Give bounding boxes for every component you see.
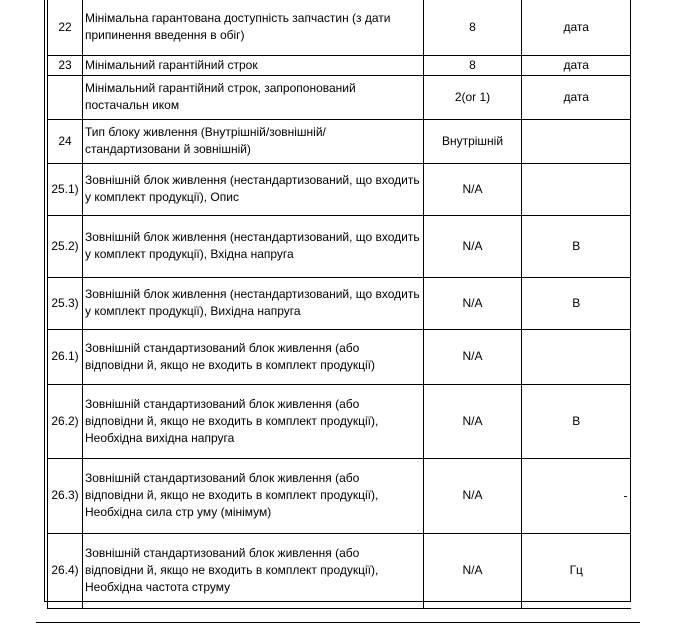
row-unit: дата [522,0,631,55]
table-row [48,215,631,277]
row-value: N/A [424,533,522,608]
table-row [48,75,631,119]
row-description: Зовнішній стандартизований блок живлення (або відповідни й, якщо не входить в комплект продукції) [83,329,424,384]
row-description: Зовнішній блок живлення (нестандартизований, що входить у комплект продукції), Опис [83,163,424,215]
row-value: N/A [424,163,522,215]
row-value: N/A [424,458,522,533]
row-value: Внутрішній [424,119,522,163]
table-row [48,458,631,533]
row-unit: дата [522,55,631,75]
row-unit: В [522,215,631,277]
row-number [48,75,83,119]
row-number: 26.1) [48,329,83,384]
row-number: 26.3) [48,458,83,533]
row-description: Зовнішній стандартизований блок живлення (або відповідни й, якщо не входить в комплект продукції), Необхідна вихідна напруга [83,384,424,458]
row-value: 2(or 1) [424,75,522,119]
row-value: N/A [424,329,522,384]
table-row [48,329,631,384]
table-row [48,55,631,75]
row-unit [522,329,631,384]
row-description: Мінімальний гарантійний строк, запропонований постачальн иком [83,75,424,119]
row-value: 8 [424,55,522,75]
spec-table [47,0,631,609]
row-unit: Гц [522,533,631,608]
row-number: 25.2) [48,215,83,277]
row-unit [522,458,631,533]
row-description: Зовнішній блок живлення (нестандартизований, що входить у комплект продукції), Вхідна напруга [83,215,424,277]
page-bottom-rule [36,622,640,623]
row-unit [522,163,631,215]
row-value: 8 [424,0,522,55]
row-description: Тип блоку живлення (Внутрішній/зовнішній/ стандартизовани й зовнішній) [83,119,424,163]
row-unit-text: - [623,488,628,502]
row-value: N/A [424,384,522,458]
table-row [48,0,631,55]
row-number: 22 [48,0,83,55]
row-description: Зовнішній стандартизований блок живлення (або відповідни й, якщо не входить в комплект продукції), Необхідна частота струму [83,533,424,608]
row-description: Мінімальна гарантована доступність запчастин (з дати припинення введення в обіг) [83,0,424,55]
row-number: 26.2) [48,384,83,458]
row-number: 24 [48,119,83,163]
row-number: 23 [48,55,83,75]
row-unit: В [522,384,631,458]
row-description: Зовнішній стандартизований блок живлення (або відповідни й, якщо не входить в комплект продукції), Необхідна сила стр уму (мінімум) [83,458,424,533]
row-value: N/A [424,277,522,329]
row-unit: дата [522,75,631,119]
table-row [48,384,631,458]
row-unit [522,119,631,163]
row-number: 25.3) [48,277,83,329]
row-number: 26.4) [48,533,83,608]
table-row [48,277,631,329]
row-value: N/A [424,215,522,277]
row-description: Зовнішній блок живлення (нестандартизований, що входить у комплект продукції), Вихідна напруга [83,277,424,329]
table-row [48,119,631,163]
table-frame-left [44,0,45,602]
row-description: Мінімальний гарантійний строк [83,55,424,75]
table-row [48,163,631,215]
row-unit: В [522,277,631,329]
table-row [48,533,631,608]
row-number: 25.1) [48,163,83,215]
